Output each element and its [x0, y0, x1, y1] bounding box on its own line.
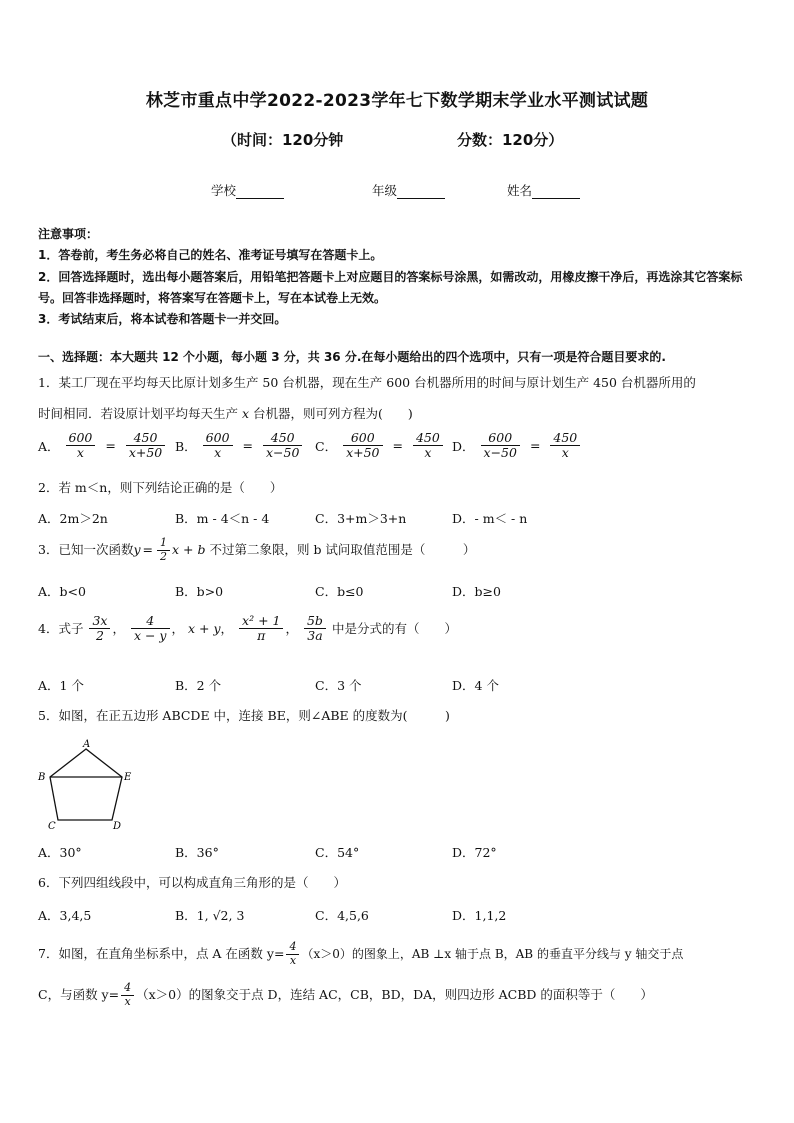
q4-f2n: 4: [131, 614, 170, 629]
q1-option-a[interactable]: [38, 431, 167, 461]
q1-stem-line1: 1．某工厂现在平均每天比原计划多生产 50 台机器，现在生产 600 台机器所用的时间与原计划生产 450 台机器所用的: [38, 375, 696, 390]
q1-label-b: B．: [175, 438, 197, 454]
q1-b-eq: =: [242, 438, 253, 454]
q4-frac-2: [131, 614, 170, 644]
q1-a-rd: x+50: [128, 445, 163, 461]
q4-f3n: x² + 1: [239, 614, 283, 629]
q1-d-ln: 600: [481, 431, 520, 446]
vertex-label-c: C: [48, 821, 56, 830]
q1-a-right-fraction: [126, 431, 165, 461]
q6-stem: 6．下列四组线段中，可以构成直角三角形的是（ ）: [38, 875, 346, 890]
vertex-label-b: B: [38, 772, 46, 783]
q1-c-left-fraction: [343, 431, 382, 461]
q3-option-b[interactable]: B．b>0: [175, 584, 224, 599]
q3-fn: 1: [157, 537, 170, 551]
exam-score: 分数：120分）: [457, 131, 564, 149]
q1-label-c: C．: [315, 438, 338, 454]
notes-block: [38, 224, 760, 330]
vertex-label-e: E: [124, 772, 132, 783]
q1-c-right-fraction: [413, 431, 443, 461]
q6-option-b[interactable]: B．1, √2, 3: [175, 908, 245, 923]
q1-label-d: D．: [452, 438, 475, 454]
exam-time: （时间：120分钟: [222, 131, 344, 149]
q1-option-c[interactable]: [315, 431, 445, 461]
q7-f1n: 4: [286, 941, 299, 955]
q1-c-ln: 600: [343, 431, 382, 446]
q7-line1-b: （x＞0）的图象上，AB ⊥x 轴于点 B，AB 的垂直平分线与 y 轴交于点: [301, 947, 684, 962]
vertex-label-d: D: [113, 821, 122, 830]
q1-options: [38, 431, 760, 473]
q7-line1-a: 7．如图，在直角坐标系中，点 A 在函数 y=: [38, 946, 285, 962]
q6-option-d[interactable]: D．1,1,2: [452, 908, 507, 923]
q6-option-c[interactable]: C．4,5,6: [315, 908, 369, 923]
q3-fraction: [157, 537, 170, 563]
q3-stem: [38, 537, 760, 571]
q2-option-b[interactable]: B．m - 4＜n - 4: [175, 511, 270, 526]
q4-f1n: 3x: [89, 614, 110, 629]
q7-line2-a: C，与函数 y=: [38, 987, 120, 1003]
q1-d-left-fraction: [481, 431, 520, 461]
q1-d-ld: x−50: [483, 445, 517, 461]
q7-line2: [38, 982, 760, 1022]
q1-a-ld: x: [76, 445, 84, 461]
q4-sep-3: ，: [220, 620, 234, 636]
q7-fraction-2: [121, 982, 134, 1008]
q1-d-rn: 450: [550, 431, 580, 446]
q2-option-c[interactable]: C．3+m＞3+n: [315, 511, 407, 526]
exam-title: 林芝市重点中学2022-2023学年七下数学期末学业水平测试试题: [145, 91, 649, 111]
note-item-2: 2．回答选择题时，选出每小题答案后，用铅笔把答题卡上对应题目的答案标号涂黑，如需改动，用橡皮擦干净后，再选涂其它答案标号。回答非选择题时，将答案写在答题卡上，写在本试卷上无效。: [38, 269, 743, 305]
q4-f1d: 2: [95, 628, 104, 644]
school-blank[interactable]: [236, 185, 284, 199]
q3-option-a[interactable]: A．b<0: [38, 584, 86, 599]
q3-option-d[interactable]: D．b≥0: [452, 584, 501, 599]
q4-f2d: x − y: [133, 628, 167, 644]
q1-a-rn: 450: [126, 431, 165, 446]
school-field: [211, 181, 284, 199]
q3-options: [38, 582, 760, 608]
q4-option-d[interactable]: D．4 个: [452, 678, 499, 693]
q4-sep-2: ，: [171, 620, 185, 636]
q1-c-ld: x+50: [346, 445, 380, 461]
note-item-3: 3．考试结束后，将本试卷和答题卡一并交回。: [38, 312, 287, 327]
q5-option-d[interactable]: D．72°: [452, 845, 497, 860]
pentagon-figure: [34, 738, 134, 830]
q4-options: [38, 676, 760, 702]
q3-fd: 2: [160, 549, 168, 563]
q4-stem: [38, 614, 760, 660]
name-label: 姓名: [507, 183, 533, 198]
section-heading: 一、选择题：本大题共 12 个小题，每小题 3 分，共 36 分.在每小题给出的四个选项中，只有一项是符合题目要求的.: [38, 350, 666, 364]
q1-stem-b: 时间相同．若设原计划平均每天生产: [38, 406, 239, 421]
q4-f4d: 3a: [307, 628, 323, 644]
q1-b-left-fraction: [203, 431, 233, 461]
q7-fraction-1: [286, 941, 299, 967]
q4-option-b[interactable]: B．2 个: [175, 678, 222, 693]
q4-stem-b: 中是分式的有（ ）: [331, 620, 457, 636]
q1-c-rn: 450: [413, 431, 443, 446]
q5-option-c[interactable]: C．54°: [315, 845, 360, 860]
q1-c-rd: x: [424, 445, 432, 461]
q3-stem-a: 3．已知一次函数: [38, 542, 134, 558]
q5-options: [38, 843, 760, 869]
q1-b-rd: x−50: [265, 445, 300, 461]
q1-b-rn: 450: [263, 431, 302, 446]
q7-f2d: x: [124, 994, 131, 1008]
q4-frac-4: [304, 614, 326, 644]
q4-f3d: π: [257, 628, 266, 644]
q5-option-a[interactable]: A．30°: [38, 845, 82, 860]
grade-field: [372, 181, 445, 199]
q4-mid: x + y: [188, 620, 221, 636]
grade-blank[interactable]: [397, 185, 445, 199]
q3-tail: x + b: [172, 542, 206, 558]
q1-d-right-fraction: [550, 431, 580, 461]
q2-options: [38, 509, 760, 535]
q4-frac-3: [239, 614, 283, 644]
q1-var: x: [242, 406, 250, 421]
q4-f4n: 5b: [304, 614, 326, 629]
q1-c-eq: =: [392, 438, 403, 454]
school-label: 学校: [211, 183, 237, 198]
q1-a-left-fraction: [66, 431, 96, 461]
q2-option-d[interactable]: D．- m＜ - n: [452, 511, 528, 526]
q2-option-a[interactable]: A．2m＞2n: [38, 511, 108, 526]
q4-stem-a: 4．式子: [38, 620, 84, 636]
q1-option-d[interactable]: [452, 431, 582, 461]
q3-eq: =: [142, 542, 154, 558]
pentagon-shape: [50, 749, 122, 820]
q5-option-b[interactable]: B．36°: [175, 845, 219, 860]
q6-option-a[interactable]: A．3,4,5: [38, 908, 92, 923]
q4-option-c[interactable]: C．3 个: [315, 678, 362, 693]
grade-label: 年级: [372, 183, 398, 198]
q1-option-b[interactable]: [175, 431, 304, 461]
q1-label-a: A．: [38, 438, 60, 454]
name-blank[interactable]: [532, 185, 580, 199]
vertex-label-a: A: [83, 739, 91, 750]
q5-stem: 5．如图，在正五边形 ABCDE 中，连接 BE，则∠ABE 的度数为( ): [38, 708, 450, 723]
q4-sep-4: ，: [285, 620, 298, 636]
q1-stem-line2: [38, 404, 760, 424]
q4-option-a[interactable]: A．1 个: [38, 678, 84, 693]
q1-d-rd: x: [561, 445, 569, 461]
note-item-1: 1．答卷前，考生务必将自己的姓名、准考证号填写在答题卡上。: [38, 248, 383, 263]
name-field: [507, 181, 580, 199]
q1-b-right-fraction: [263, 431, 302, 461]
q3-stem-b: 不过第二象限，则 b 试问取值范围是（ ）: [209, 542, 476, 558]
q6-options: [38, 906, 760, 932]
q1-b-ld: x: [214, 445, 222, 461]
notes-heading: 注意事项：: [38, 227, 99, 241]
q7-f1d: x: [289, 953, 297, 967]
q7-f2n: 4: [121, 982, 134, 996]
q1-a-ln: 600: [66, 431, 96, 446]
q4-sep-1: ，: [112, 620, 125, 636]
q1-d-eq: =: [529, 438, 541, 454]
q2-stem: 2．若 m＜n，则下列结论正确的是（ ）: [38, 480, 283, 495]
q1-b-ln: 600: [203, 431, 233, 446]
q7-line1: [38, 941, 760, 981]
q4-frac-1: [89, 614, 110, 644]
q1-a-eq: =: [105, 438, 116, 454]
q3-option-c[interactable]: C．b≤0: [315, 584, 364, 599]
q7-line2-b: （x＞0）的图象交于点 D，连结 AC，CB，BD，DA，则四边形 ACBD 的面积等于（ ）: [136, 987, 653, 1003]
q1-stem-c: 台机器，则可列方程为( ): [253, 406, 413, 421]
q3-y: y: [133, 542, 141, 558]
